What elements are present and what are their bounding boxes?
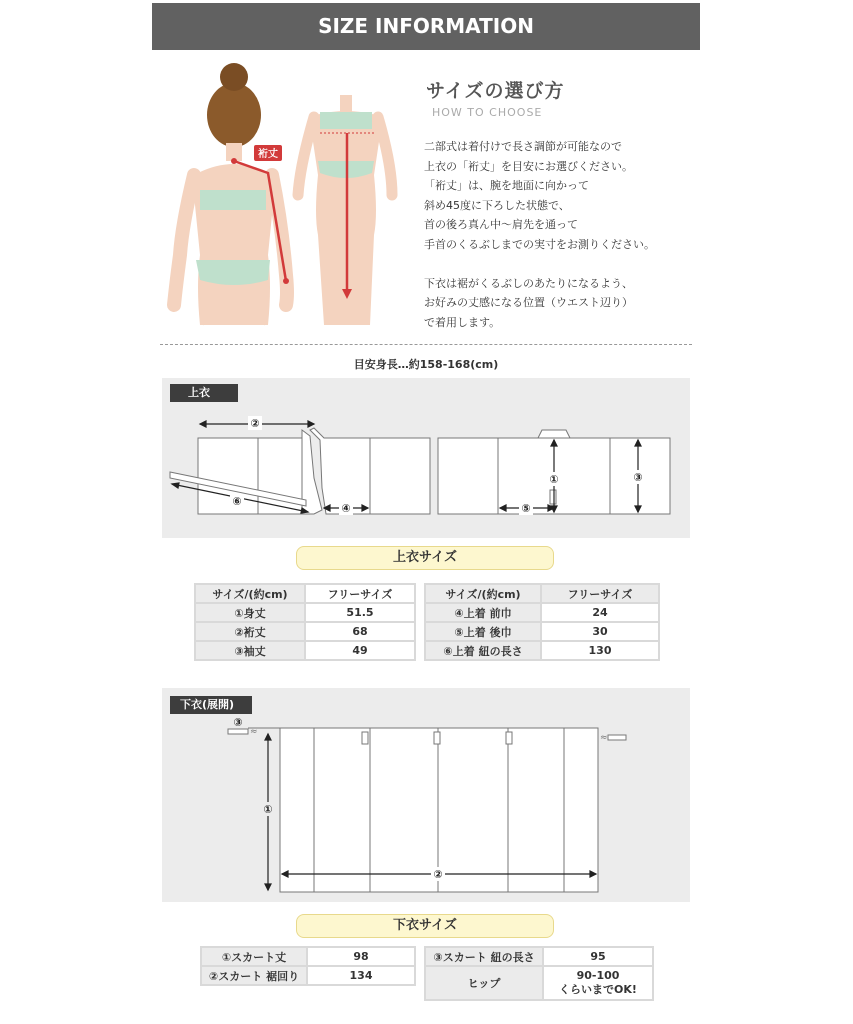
dotted-divider: [160, 344, 692, 345]
description-line: 上衣の「裄丈」を目安にお選びください。: [424, 159, 633, 173]
bottom-size-table-left: [200, 946, 416, 986]
table-row: [195, 641, 415, 660]
table-row: [425, 641, 659, 660]
svg-text:≈: ≈: [250, 727, 258, 737]
table-row: [425, 966, 653, 1000]
height-guide: 目安身長…約158-168(cm): [353, 358, 499, 371]
table-header: サイズ/(約cm): [195, 584, 305, 603]
table-row: [425, 622, 659, 641]
skirt-marker-1: ①: [263, 803, 273, 816]
table-cell: 49: [305, 641, 415, 660]
how-to-choose-title: サイズの選び方: [426, 80, 565, 102]
bottom-size-table-right: [424, 946, 654, 1001]
table-cell: 130: [541, 641, 659, 660]
table-cell: ④上着 前巾: [425, 603, 541, 622]
table-cell: ②スカート 裾回り: [201, 966, 307, 985]
marker-4: ④: [341, 502, 351, 515]
table-cell: ヒップ: [425, 966, 543, 1000]
description-line: お好みの丈感になる位置（ウエスト辺り）: [424, 296, 633, 309]
bottom-garment-diagram: [162, 688, 690, 902]
how-to-choose-subtitle: HOW TO CHOOSE: [432, 106, 543, 119]
table-cell: [543, 966, 653, 1000]
bottom-size-heading: 下衣サイズ: [296, 914, 554, 938]
table-row: [425, 603, 659, 622]
skirt-marker-3: ③: [233, 716, 243, 729]
table-row: [425, 947, 653, 966]
table-cell: 30: [541, 622, 659, 641]
table-row: [201, 966, 415, 985]
table-row: [195, 584, 415, 603]
table-cell: 51.5: [305, 603, 415, 622]
table-row: [425, 584, 659, 603]
table-header: フリーサイズ: [541, 584, 659, 603]
marker-5: ⑤: [521, 502, 531, 515]
table-cell: 95: [543, 947, 653, 966]
description-line: 「裄丈」は、腕を地面に向かって: [424, 179, 589, 192]
body-measurement-illustration: [160, 55, 410, 335]
description-line: 二部式は着付けで長さ調節が可能なので: [424, 140, 622, 153]
table-header: サイズ/(約cm): [425, 584, 541, 603]
table-cell: ③袖丈: [195, 641, 305, 660]
hip-note: くらいまでOK!: [559, 983, 637, 996]
top-size-heading: 上衣サイズ: [296, 546, 554, 570]
table-cell: ⑤上着 後巾: [425, 622, 541, 641]
top-garment-tag: 上衣: [170, 384, 238, 402]
yuki-label: 裄丈: [258, 149, 278, 160]
size-information-banner: SIZE INFORMATION: [152, 3, 700, 50]
top-size-table-right: [424, 583, 660, 661]
skirt-marker-2: ②: [433, 868, 443, 881]
table-cell: ③スカート 紐の長さ: [425, 947, 543, 966]
table-cell: ②裄丈: [195, 622, 305, 641]
marker-6: ⑥: [232, 495, 242, 508]
marker-2: ②: [250, 417, 260, 430]
marker-1: ①: [549, 473, 559, 486]
hip-range: 90-100: [576, 969, 620, 982]
top-size-table-left: [194, 583, 416, 661]
table-cell: ⑥上着 紐の長さ: [425, 641, 541, 660]
svg-text:≈: ≈: [600, 733, 608, 743]
table-header: フリーサイズ: [305, 584, 415, 603]
bottom-garment-tag: 下衣(展開): [170, 696, 252, 714]
table-cell: ①身丈: [195, 603, 305, 622]
table-row: [195, 603, 415, 622]
marker-3: ③: [633, 471, 643, 484]
table-row: [195, 622, 415, 641]
description-line: で着用します。: [424, 315, 501, 329]
table-cell: 68: [305, 622, 415, 641]
description-line: 下衣は裾がくるぶしのあたりになるよう、: [424, 276, 633, 290]
back-view-figure: [174, 63, 289, 325]
table-cell: 24: [541, 603, 659, 622]
description-line: 首の後ろ真ん中〜肩先を通って: [424, 218, 578, 231]
table-cell: 98: [307, 947, 415, 966]
how-to-choose-description: [424, 137, 655, 332]
table-cell: 134: [307, 966, 415, 985]
front-view-figure: [298, 95, 392, 325]
top-garment-diagram: [162, 378, 690, 538]
description-line: 斜め45度に下ろした状態で、: [424, 198, 570, 212]
description-line: 手首のくるぶしまでの実寸をお測りください。: [424, 237, 655, 251]
table-cell: ①スカート丈: [201, 947, 307, 966]
table-row: [201, 947, 415, 966]
